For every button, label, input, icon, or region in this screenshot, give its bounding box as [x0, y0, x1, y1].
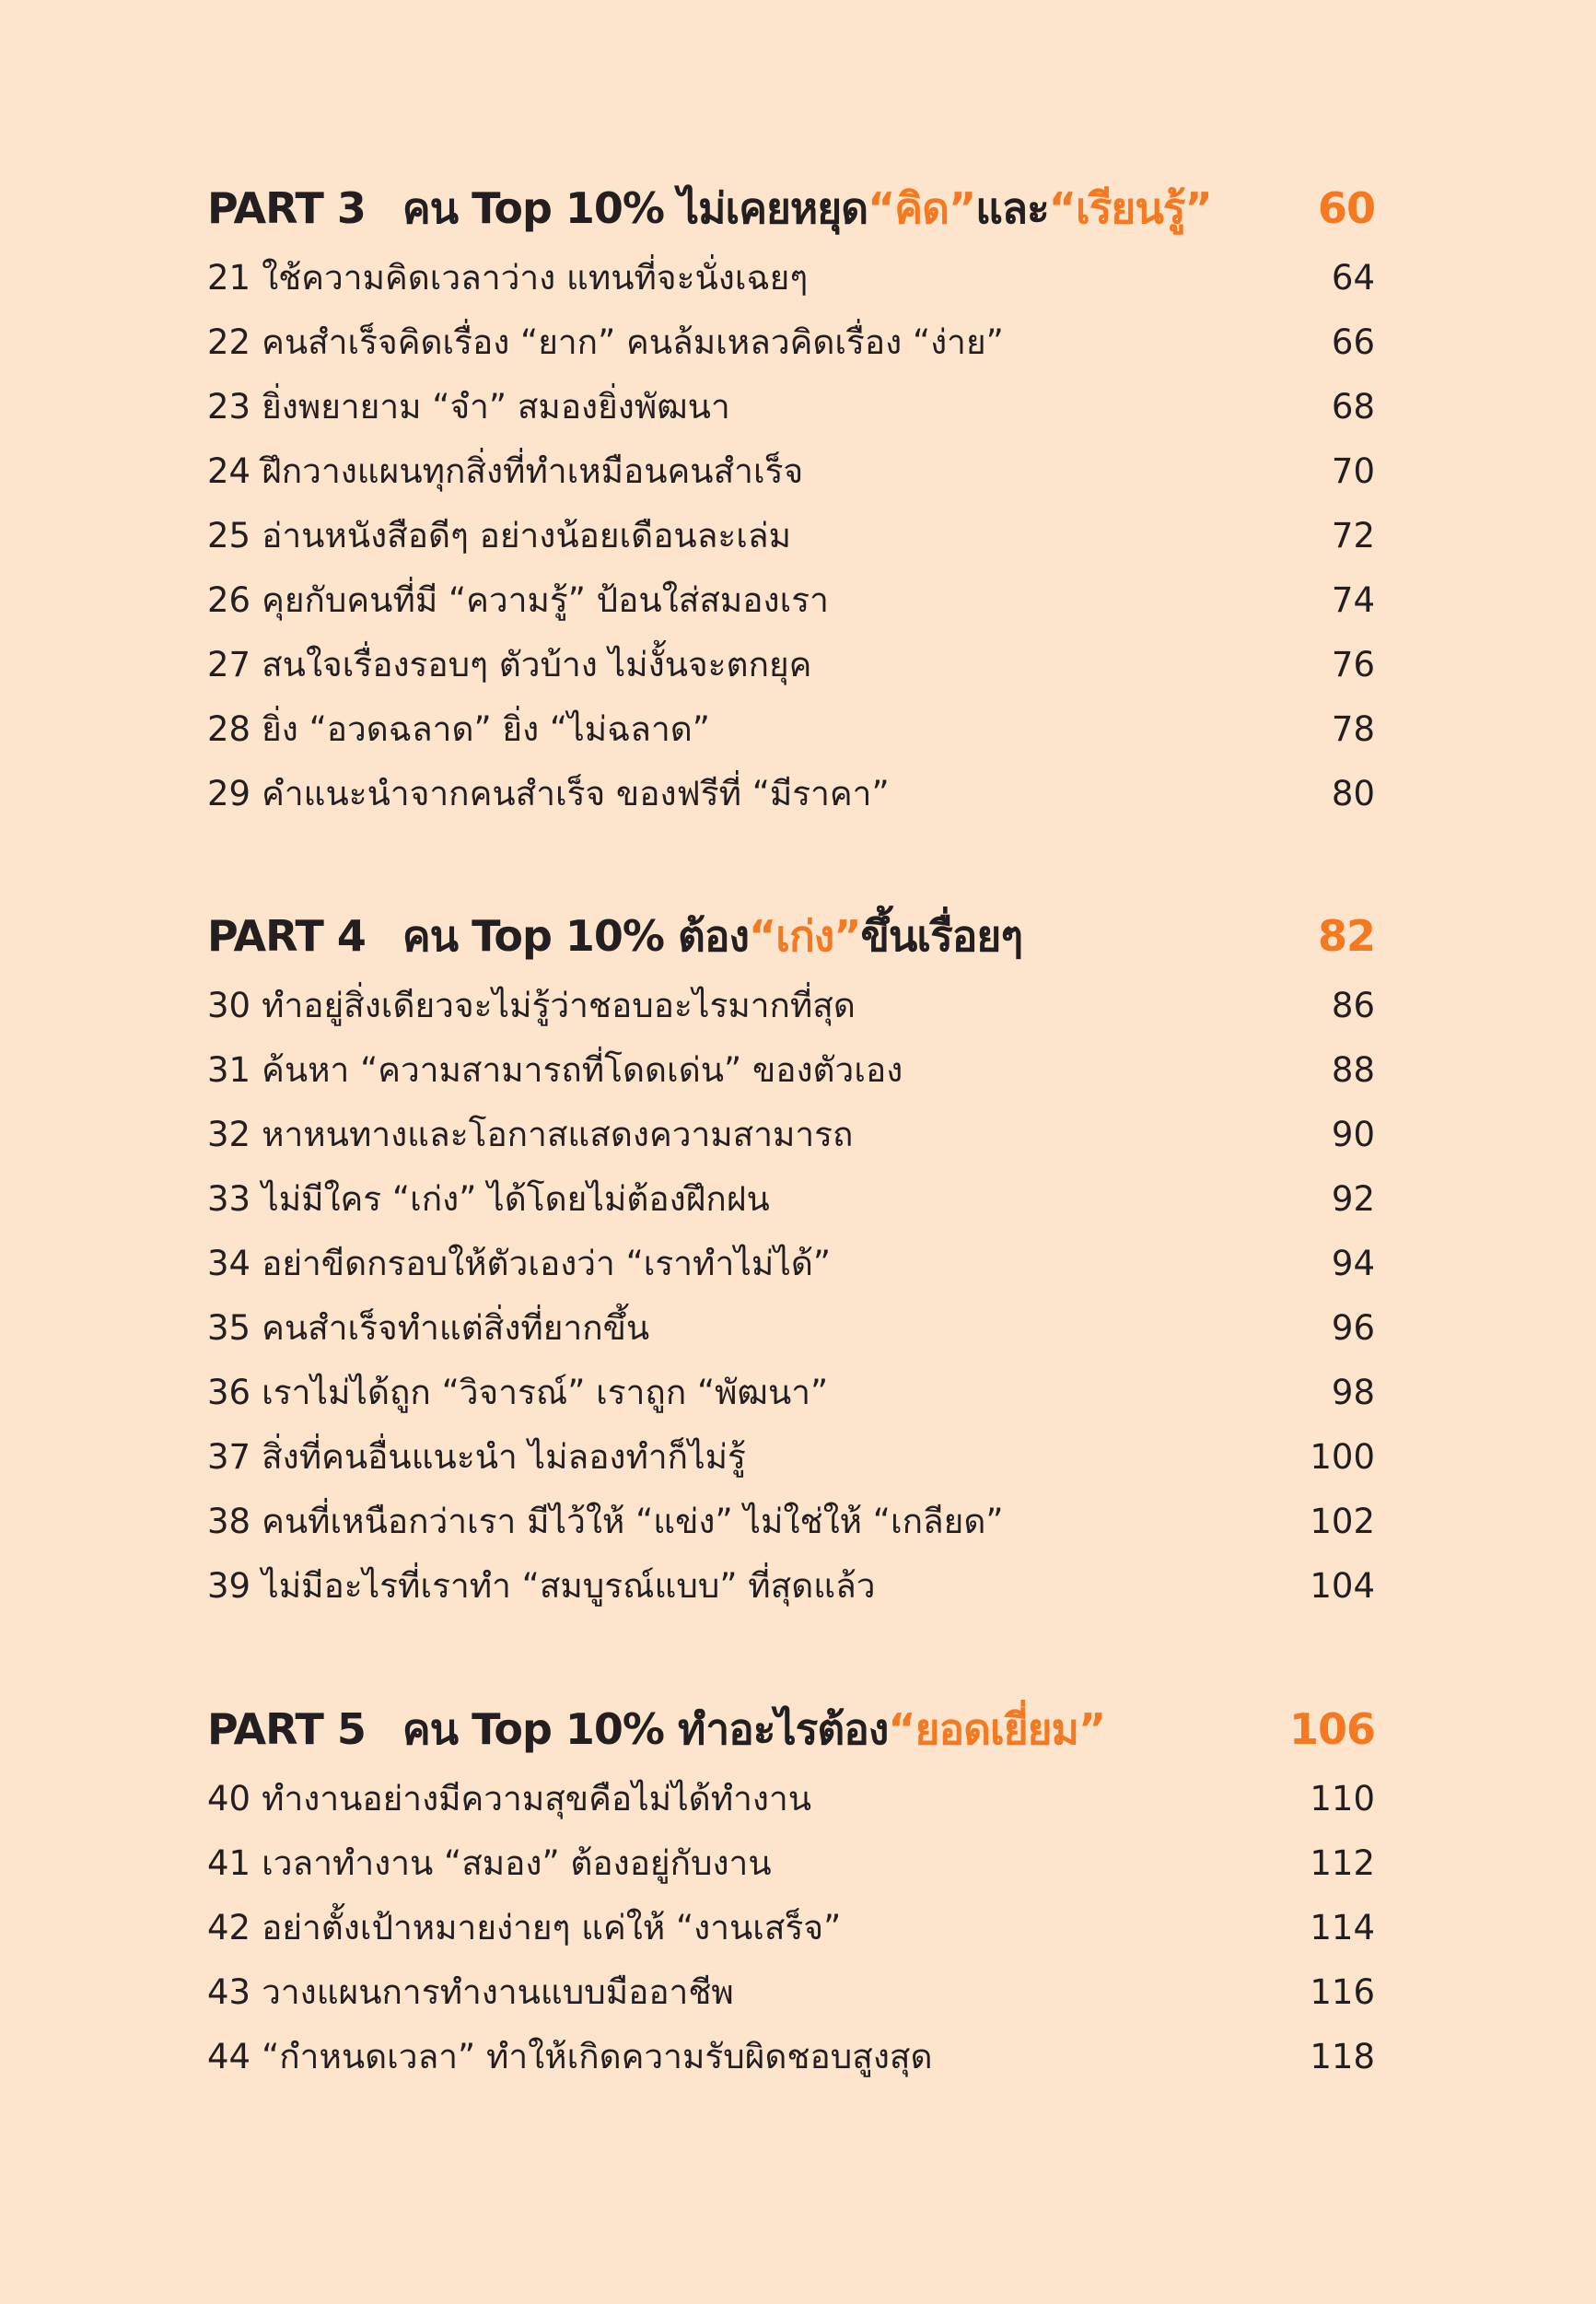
chapter-number: 26 [207, 579, 251, 620]
chapter-entry [207, 439, 1375, 503]
chapter-entry [207, 1360, 1375, 1424]
chapter-entry [207, 696, 1375, 761]
chapter-entry [207, 761, 1375, 825]
chapter-number: 39 [207, 1565, 251, 1606]
chapter-number: 31 [207, 1049, 251, 1090]
chapter-entry [207, 1295, 1375, 1360]
part-section [207, 1692, 1375, 2088]
chapter-page-number: 86 [1331, 985, 1375, 1025]
chapter-number: 41 [207, 1842, 251, 1883]
chapter-number: 32 [207, 1114, 251, 1154]
chapter-page-number: 116 [1310, 1971, 1375, 2012]
chapter-entry [207, 1489, 1375, 1553]
chapter-entry [207, 1166, 1375, 1231]
chapter-number: 43 [207, 1971, 251, 2012]
chapter-title: คนสำเร็จทำแต่สิ่งที่ยากขึ้น [262, 1307, 650, 1348]
chapter-page-number: 94 [1331, 1243, 1375, 1283]
chapter-page-number: 76 [1331, 644, 1375, 684]
part-title-highlight: “เก่ง” [748, 910, 861, 961]
part-heading [207, 1692, 1375, 1766]
chapter-entry [207, 1959, 1375, 2024]
chapter-title: คุยกับคนที่มี “ความรู้” ป้อนใส่สมองเรา [262, 579, 829, 620]
chapter-title: ไม่มีใคร “เก่ง” ได้โดยไม่ต้องฝึกฝน [262, 1178, 770, 1219]
chapter-page-number: 110 [1310, 1778, 1375, 1819]
chapter-title: วางแผนการทำงานแบบมืออาชีพ [262, 1971, 734, 2012]
chapter-page-number: 78 [1331, 708, 1375, 749]
chapter-number: 30 [207, 985, 251, 1025]
chapter-title: ทำงานอย่างมีความสุขคือไม่ได้ทำงาน [262, 1778, 812, 1819]
chapter-number: 42 [207, 1907, 251, 1947]
chapter-page-number: 96 [1331, 1307, 1375, 1348]
part-page-number: 82 [1317, 911, 1375, 961]
chapter-number: 25 [207, 515, 251, 556]
chapter-title: เวลาทำงาน “สมอง” ต้องอยู่กับงาน [262, 1842, 772, 1883]
chapter-entry [207, 374, 1375, 439]
chapter-entry [207, 1830, 1375, 1895]
chapter-page-number: 66 [1331, 322, 1375, 362]
chapter-number: 28 [207, 708, 251, 749]
chapter-page-number: 114 [1310, 1907, 1375, 1947]
part-title-text: และ [975, 182, 1049, 233]
chapter-title: หาหนทางและโอกาสแสดงความสามารถ [262, 1114, 854, 1154]
chapter-page-number: 98 [1331, 1372, 1375, 1412]
chapter-page-number: 72 [1331, 515, 1375, 556]
part-page-number: 106 [1288, 1704, 1375, 1754]
chapter-number: 40 [207, 1778, 251, 1819]
part-heading [207, 899, 1375, 973]
chapter-page-number: 64 [1331, 257, 1375, 298]
chapter-number: 22 [207, 322, 251, 362]
part-title-highlight: “เรียนรู้” [1048, 182, 1212, 233]
chapter-entry [207, 1102, 1375, 1166]
chapter-page-number: 74 [1331, 579, 1375, 620]
chapter-page-number: 100 [1310, 1436, 1375, 1477]
chapter-title: ทำอยู่สิ่งเดียวจะไม่รู้ว่าชอบอะไรมากที่สุด [262, 985, 856, 1025]
part-heading [207, 171, 1375, 245]
chapter-title: ฝึกวางแผนทุกสิ่งที่ทำเหมือนคนสำเร็จ [262, 450, 804, 491]
part-title-text: คน Top 10% ทำอะไรต้อง [402, 1703, 889, 1754]
chapter-entry [207, 503, 1375, 567]
chapter-number: 21 [207, 257, 251, 298]
part-heading-title [207, 1696, 1105, 1763]
chapter-page-number: 70 [1331, 450, 1375, 491]
part-label: PART 3 [207, 183, 366, 233]
chapter-page-number: 92 [1331, 1178, 1375, 1219]
chapter-title: ยิ่ง “อวดฉลาด” ยิ่ง “ไม่ฉลาด” [262, 708, 710, 749]
chapter-title: “กำหนดเวลา” ทำให้เกิดความรับผิดชอบสูงสุด [262, 2036, 933, 2076]
chapter-page-number: 118 [1310, 2036, 1375, 2076]
chapter-page-number: 68 [1331, 386, 1375, 427]
chapter-page-number: 102 [1310, 1501, 1375, 1541]
chapter-title: อ่านหนังสือดีๆ อย่างน้อยเดือนละเล่ม [262, 515, 791, 556]
chapter-title: เราไม่ได้ถูก “วิจารณ์” เราถูก “พัฒนา” [262, 1372, 829, 1412]
chapter-entry [207, 1553, 1375, 1618]
chapter-entry [207, 1037, 1375, 1102]
chapter-entry [207, 2024, 1375, 2088]
chapter-page-number: 80 [1331, 773, 1375, 813]
chapter-title: ไม่มีอะไรที่เราทำ “สมบูรณ์แบบ” ที่สุดแล้ว [262, 1565, 876, 1606]
chapter-title: คนที่เหนือกว่าเรา มีไว้ให้ “แข่ง” ไม่ใช่ให้ “เกลียด” [262, 1501, 1004, 1541]
chapter-entry [207, 1231, 1375, 1295]
part-heading-title [207, 903, 1022, 970]
chapter-title: ใช้ความคิดเวลาว่าง แทนที่จะนั่งเฉยๆ [262, 257, 809, 298]
chapter-entry [207, 1895, 1375, 1959]
chapter-number: 35 [207, 1307, 251, 1348]
chapter-title: คนสำเร็จคิดเรื่อง “ยาก” คนล้มเหลวคิดเรื่อง “ง่าย” [262, 322, 1004, 362]
chapter-title: สนใจเรื่องรอบๆ ตัวบ้าง ไม่งั้นจะตกยุค [262, 644, 812, 684]
chapter-number: 29 [207, 773, 251, 813]
chapter-page-number: 90 [1331, 1114, 1375, 1154]
part-page-number: 60 [1317, 183, 1375, 233]
chapter-number: 38 [207, 1501, 251, 1541]
chapter-page-number: 112 [1310, 1842, 1375, 1883]
part-title-text: ขึ้นเรื่อยๆ [860, 910, 1023, 961]
chapter-title: ยิ่งพยายาม “จำ” สมองยิ่งพัฒนา [262, 386, 730, 427]
chapter-title: อย่าตั้งเป้าหมายง่ายๆ แค่ให้ “งานเสร็จ” [262, 1907, 842, 1947]
chapter-entry [207, 567, 1375, 632]
chapter-page-number: 104 [1310, 1565, 1375, 1606]
chapter-number: 33 [207, 1178, 251, 1219]
part-label: PART 4 [207, 911, 366, 961]
part-title-highlight: “คิด” [868, 182, 976, 233]
chapter-title: สิ่งที่คนอื่นแนะนำ ไม่ลองทำก็ไม่รู้ [262, 1436, 746, 1477]
part-title-text: คน Top 10% ไม่เคยหยุด [402, 182, 868, 233]
chapter-list [207, 973, 1375, 1618]
chapter-number: 24 [207, 450, 251, 491]
chapter-list [207, 1766, 1375, 2088]
part-section [207, 171, 1375, 825]
part-title-highlight: “ยอดเยี่ยม” [888, 1703, 1106, 1754]
part-title-text: คน Top 10% ต้อง [402, 910, 749, 961]
chapter-number: 37 [207, 1436, 251, 1477]
part-label: PART 5 [207, 1704, 366, 1754]
chapter-entry [207, 973, 1375, 1037]
chapter-title: อย่าขีดกรอบให้ตัวเองว่า “เราทำไม่ได้” [262, 1243, 832, 1283]
chapter-entry [207, 1766, 1375, 1830]
part-heading-title [207, 175, 1212, 242]
chapter-list [207, 245, 1375, 825]
chapter-page-number: 88 [1331, 1049, 1375, 1090]
chapter-number: 27 [207, 644, 251, 684]
chapter-entry [207, 1424, 1375, 1489]
part-section [207, 899, 1375, 1618]
chapter-entry [207, 310, 1375, 374]
chapter-entry [207, 632, 1375, 696]
chapter-entry [207, 245, 1375, 310]
chapter-number: 44 [207, 2036, 251, 2076]
chapter-number: 36 [207, 1372, 251, 1412]
chapter-number: 34 [207, 1243, 251, 1283]
chapter-title: ค้นหา “ความสามารถที่โดดเด่น” ของตัวเอง [262, 1049, 903, 1090]
chapter-number: 23 [207, 386, 251, 427]
chapter-title: คำแนะนำจากคนสำเร็จ ของฟรีที่ “มีราคา” [262, 773, 890, 813]
